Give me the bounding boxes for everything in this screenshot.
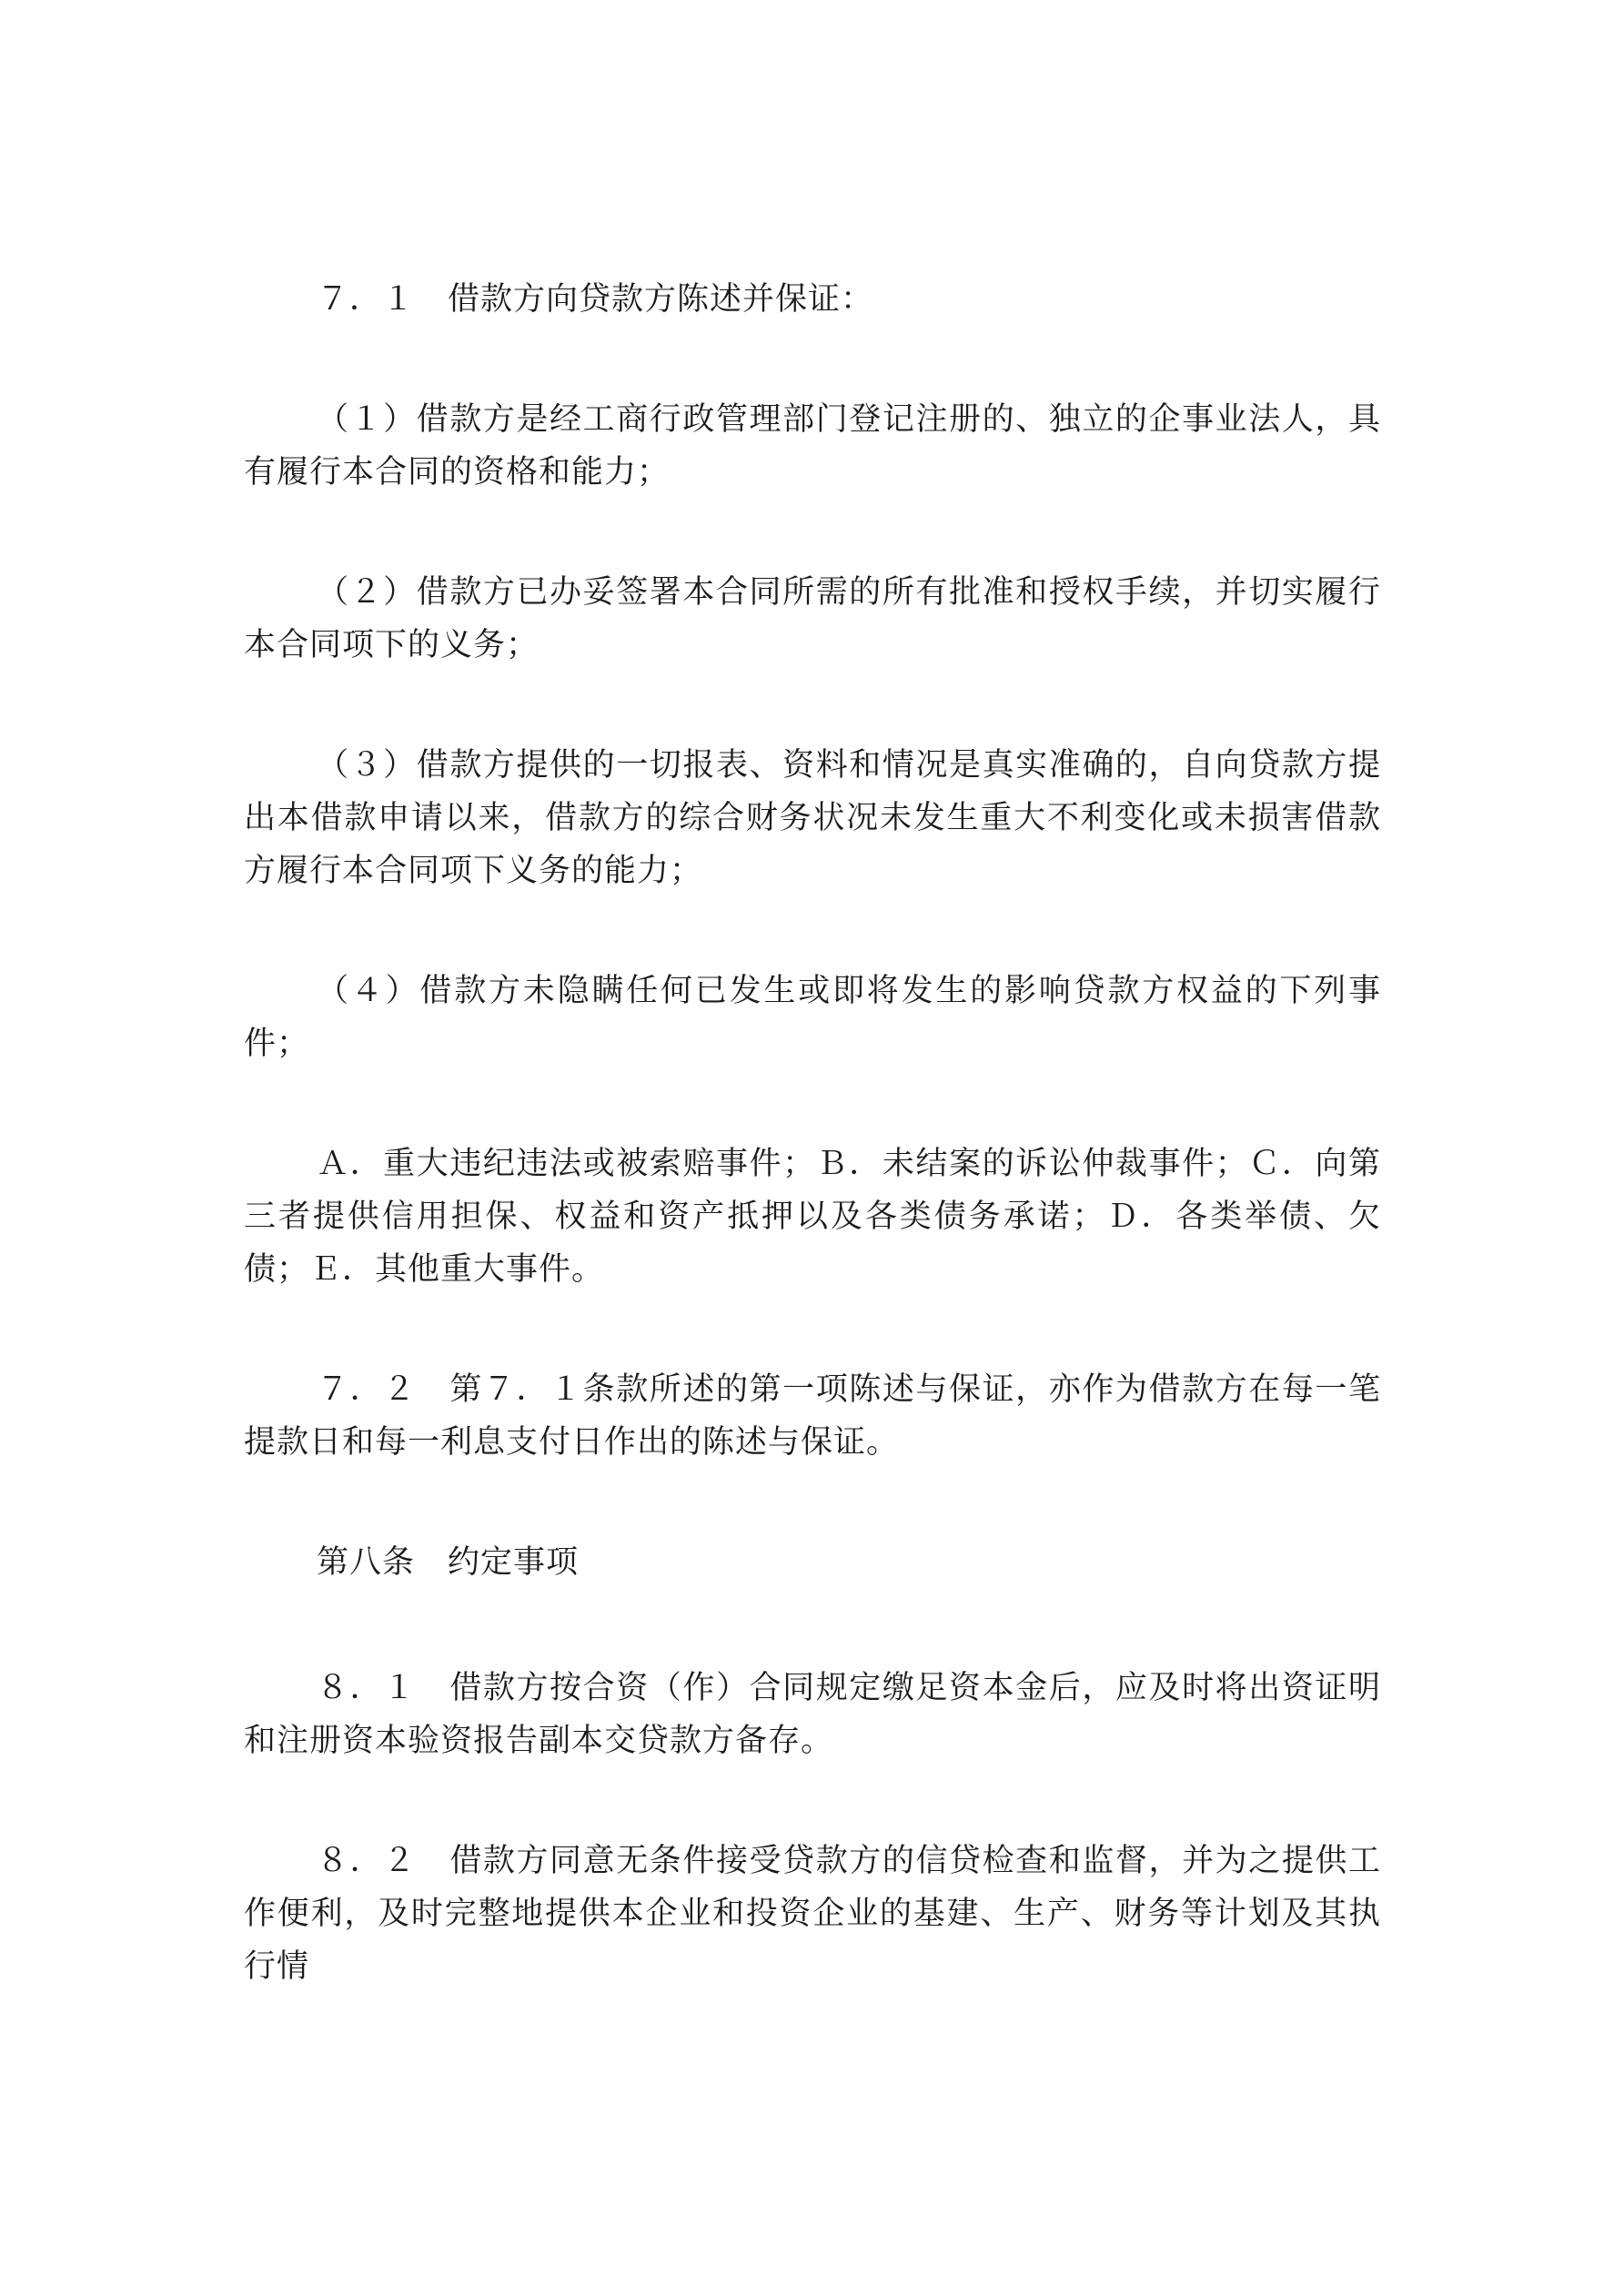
clause-8-1: ８．１ 借款方按合资（作）合同规定缴足资本金后，应及时将出资证明和注册资本验资报告副本交贷款方备存。 xyxy=(244,1670,1381,1759)
clause-7-1-item-1: （１）借款方是经工商行政管理部门登记注册的、独立的企事业法人，具有履行本合同的资格和能力； xyxy=(244,401,1381,491)
clause-7-2: ７．２ 第７．１条款所述的第一项陈述与保证，亦作为借款方在每一笔提款日和每一利息支付日作出的陈述与保证。 xyxy=(244,1371,1381,1461)
clause-7-1-item-2: （２）借款方已办妥签署本合同所需的所有批准和授权手续，并切实履行本合同项下的义务； xyxy=(244,574,1381,663)
document-body xyxy=(244,273,1381,1993)
article-8-heading: 第八条 约定事项 xyxy=(317,1544,580,1581)
clause-7-1-item-4: （４）借款方未隐瞒任何已发生或即将发生的影响贷款方权益的下列事件； xyxy=(244,973,1381,1062)
clause-7-1-item-4-events: Ａ．重大违纪违法或被索赔事件；Ｂ．未结案的诉讼仲裁事件；Ｃ．向第三者提供信用担保、权益和资产抵押以及各类债务承诺；Ｄ．各类举债、欠债；Ｅ．其他重大事件。 xyxy=(244,1146,1381,1288)
clause-8-2: ８．２ 借款方同意无条件接受贷款方的信贷检查和监督，并为之提供工作便利，及时完整地提供本企业和投资企业的基建、生产、财务等计划及其执行情 xyxy=(244,1843,1381,1985)
clause-7-1-item-3: （３）借款方提供的一切报表、资料和情况是真实准确的，自向贷款方提出本借款申请以来，借款方的综合财务状况未发生重大不利变化或未损害借款方履行本合同项下义务的能力； xyxy=(244,747,1381,889)
clause-7-1: ７．１ 借款方向贷款方陈述并保证： xyxy=(317,281,874,318)
